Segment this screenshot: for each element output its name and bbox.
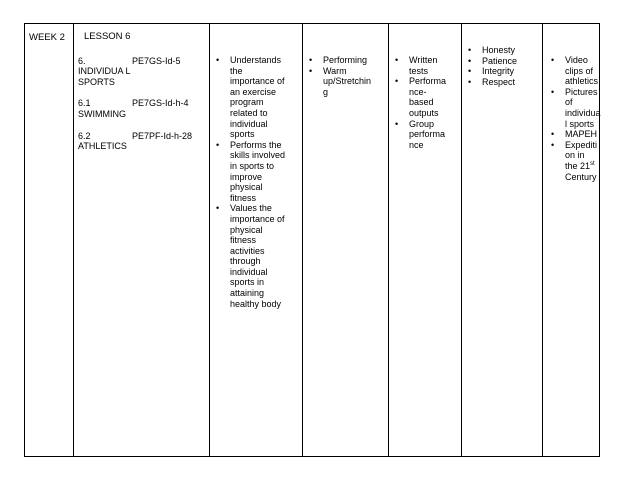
resource-item: • Pictures of individua l sports — [551, 86, 601, 129]
lesson-title: 6.2 ATHLETICS — [78, 130, 127, 152]
value-item: • Patience — [468, 55, 518, 66]
activities-cell — [303, 24, 389, 457]
resource-item: • Expediti on in the 21st Century — [551, 139, 598, 182]
resource-item: • Video clips of athletics — [551, 55, 599, 87]
lesson-item — [78, 131, 205, 152]
value-item: • Respect — [468, 76, 516, 87]
week-label: WEEK 2 — [29, 32, 65, 43]
resource-item: • MAPEH — [551, 129, 598, 140]
activity-item: • Performing — [309, 55, 368, 65]
competency-code: PE7PF-Id-h-28 — [132, 130, 193, 141]
objective-item: • Values the importance of physical fitness activities through individual sports in attaining healthy body — [216, 203, 285, 309]
lesson-title: 6. INDIVIDUA L SPORTS — [78, 55, 131, 87]
lesson-item — [78, 56, 205, 88]
activity-item: • Warm up/Stretchin g — [309, 65, 372, 97]
assessment-item: • Group performa nce — [395, 118, 446, 150]
value-item: • Honesty — [468, 45, 516, 55]
value-item: • Integrity — [468, 66, 515, 77]
table-row — [25, 24, 600, 457]
lesson-title: 6.1 SWIMMING — [78, 98, 126, 119]
lesson-plan-table — [24, 23, 600, 457]
objective-item: • Understands the importance of an exercise program related to individual sports — [216, 55, 285, 140]
lesson-item — [78, 98, 205, 119]
assessment-item: • Written tests — [395, 55, 438, 76]
competency-code: PE7GS-Id-h-4 — [132, 98, 189, 109]
resources-cell — [543, 24, 600, 457]
lesson-header: LESSON 6 — [84, 31, 131, 42]
competency-code: PE7GS-Id-5 — [132, 55, 181, 66]
assessment-item: • Performa nce- based outputs — [395, 76, 447, 118]
week-cell — [25, 24, 74, 457]
objective-item: • Performs the skills involved in sports to improve physical fitness — [216, 139, 286, 203]
assessment-cell — [389, 24, 462, 457]
objectives-cell — [210, 24, 303, 457]
values-cell — [462, 24, 543, 457]
lesson-cell — [74, 24, 210, 457]
